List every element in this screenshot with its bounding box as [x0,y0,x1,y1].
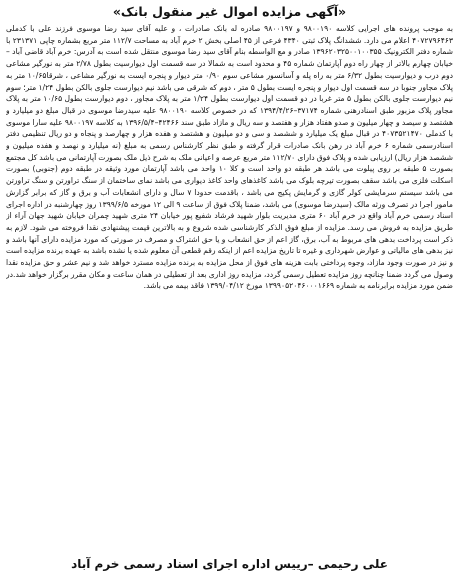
notice-signature: علی رحیمی –رییس اداره اجرای اسناد رسمی خرم آباد [71,557,388,571]
notice-body: به موجب پرونده های اجرایی کلاسه ۹۸۰۰۱۹۰ و ۹۸۰۰۱۹۷ صادره له بانک صادرات ، و علیه آقای سید رضا موسوی فرزند علی با کدملی ۴۰۷۲۷۹۶۴۶۳ اعلام می دارد. ششدانگ پلاک ثبتی ۴۳۴۰ فرعی از ۴۵ اصلی بخش ۲ خرم آباد به مساحت ۱۱۲/۷ متر مربع بشماره چاپی ۲۳۱۳۷۱ با شماره دفتر الکترونیک ۱۳۹۶۲۰۳۲۵۰۰۱۰۰۳۵۵ صادر و مع الواسطه بنام آقای سید رضا موسوی منتقل شده است به آدرس: خرم آباد قاضی آباد –خیابان چهارم بالاتر از چهار راه دوم آپارتمان شماره ۴۵ و محدود است به شمالا در سه قسمت اول دیوارسیت بطول ۲/۷۸ متر به نورگیر مشاعی دوم درب و دیوارسیت بطول ۶/۳۲ متر به راه پله و آسانسور مشاعی سوم ۰/۹۰ متر دیوار و پنجره ایست به نورگیر مشاعی ، شرقا۱۰/۶۵ متر به پلاک مجاور جنوبا در سه قسمت اول دیوار و پنجره ایست بطول ۵ متر ، دوم که شرقی می باشد نیم دیوارست جلوی بالکن بطول ۱/۲۴ متر؛ سوم نیم دیوارست جلوی بالکن بطول ۵ متر غربا در دو قسمت اول دیوارست بطول ۱/۲۴ متر به پلاک مجاور ، دوم دیوارست بطول ۱۰/۶۵ متر به پلاک مجاور پلاک مزبور طبق اسنادرهنی شماره ۳۷۱۷۴–۱۳۹۴/۴/۲۶ که در خصوص کلاسه ۹۸۰۰۱۹۰ علیه سیدرضا موسوی در قبال مبلغ دو میلیارد و هشتصد و سیصد و چهار میلیون و صدو هفتاد هزار و هفتصد و سه ریال و مازاد طبق سند ۴۲۴۶۶–۱۳۹۶/۵/۴ به کلاسه ۹۸۰۰۱۹۷ علیه سارا موسوی با کدملی ۴۰۷۳۵۲۱۴۷۰ در قبال مبلغ یک میلیارد و ششصد و سی و دو میلیون و هشتصد و هفده هزار و چهارصد و پنجاه و دو ریال تنظیمی دفتر اسنادرسمی شماره ۶ خرم آباد در رهن بانک صادرات قرار گرفته و طبق نظر کارشناس رسمی به مبلغ (نه میلیارد و نهصد و هفده میلیون و ششصد هزار ریال) ارزیابی شده و پلاک فوق دارای ۱۱۲/۷۰ متر مربع عرصه و اعیانی ملک به شرح ذیل ملک بصورت آپارتمانی می باشد کل مجتمع بصورت ۵ طبقه بر روی پیلوت می باشد هر طبقه دو واحد است و کلا ۱۰ واحد می باشد آپارتمان مورد وثیقه در طبقه دوم (جنوبی) بصورت اسکلت فلزی می باشد سقف بصورت تیرچه بلوک می باشد کاغذهای واحد کاغذ دیواری می باشد نمای ساختمان از سنگ تراورتن و سنگ تراورتن می باشد سیستم سرمایشی کولر گازی و گرمایش پکیج می باشد ، باقدمت حدودا ۷ سال و دارای انشعابات آب و برق و گاز که برابر گزارش مامور اجرا در تصرف ورثه مالک (سیدرضا موسوی) می باشد، ضمنا پلاک فوق از ساعت ۹ الی ۱۲ مورخه ۱۳۹۹/۶/۵ روز چهارشنبه در اداره اجرای اسناد رسمی خرم آباد واقع در خرم آباد ۶۰ متری مدیریت بلوار شهید فرشاد شفیع پور خیابان ۲۴ متری شهید چمران خیابان شهید جهان آراء از طریق مزایده به فروش می رسد. مزایده از مبلغ فوق الذکر کارشناسی شده شروع و به بالاترین قیمت پیشنهادی نقدا فروخته می شود. لازم به ذکر است پرداخت بدهی های مربوط به آب، برق، گاز اعم از حق انشعاب و یا حق اشتراک و مصرف در صورتی که مورد مزایده دارای آنها باشد و نیز بدهی های مالیاتی و عوارض شهرداری و غیره تا تاریخ مزایده اعم از اینکه رقم قطعی آن معلوم شده یا نشده باشد به عهده برنده مزایده است و نیز در صورت وجود مازاد، وجوه پرداختی بابت هزینه های فوق از محل مزایده به برنده مزایده مسترد خواهد شد و نیم عشر و حق مزایده نقدا وصول می گردد ضمنا چنانچه روز مزایده تعطیل رسمی گردد، مزایده روز اداری بعد از تعطیلی در همان ساعت و مکان مقرر برگزار خواهد شد.در ضمن مورد مزایده برابرنامه به شماره ۱۳۹۹۰۵۲۰۴۶۰۰۰۱۶۶۹ مورخ ۱۳۹۹/۰۴/۱۲ فاقد بیمه می باشد. [6,24,453,291]
notice-title: «آگهی مزایده اموال غیر منقول بانک» [112,4,347,19]
